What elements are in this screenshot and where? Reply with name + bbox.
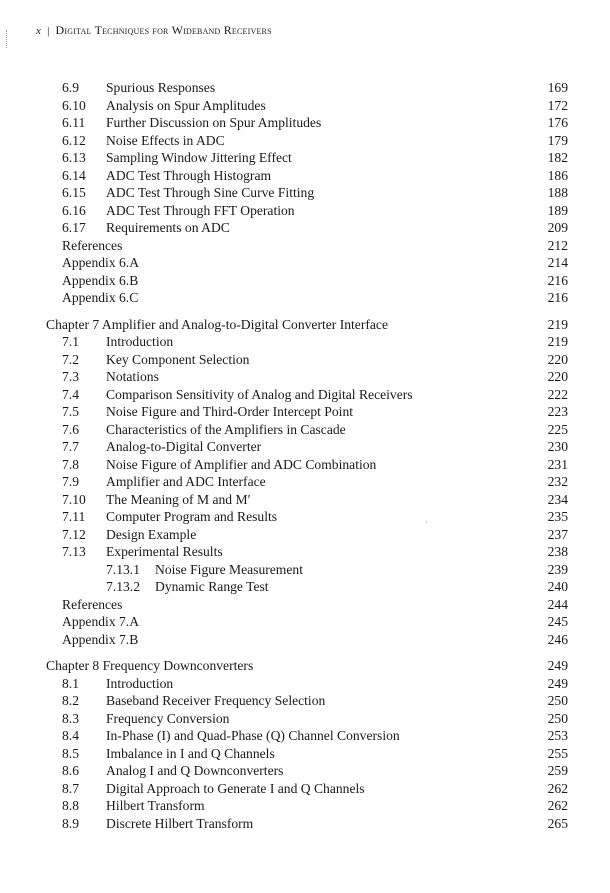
toc-page-number: 182 bbox=[547, 150, 568, 165]
toc-entry-title: Comparison Sensitivity of Analog and Digital Receivers bbox=[106, 386, 413, 402]
toc-row bbox=[0, 780, 610, 798]
book-title: Digital Techniques for Wideband Receivers bbox=[55, 23, 272, 37]
table-of-contents bbox=[0, 79, 610, 832]
toc-page-number: 222 bbox=[547, 386, 568, 402]
toc-row bbox=[0, 613, 610, 631]
toc-section-number: 6.10 bbox=[62, 97, 86, 113]
toc-entry-title: Characteristics of the Amplifiers in Cascade bbox=[106, 421, 346, 437]
toc-entry-title: ADC Test Through Histogram bbox=[106, 167, 272, 183]
toc-row bbox=[0, 237, 610, 255]
toc-chapter-row bbox=[0, 316, 610, 334]
toc-entry-title: Experimental Results bbox=[106, 544, 223, 559]
toc-entry-title: Frequency Conversion bbox=[106, 710, 230, 726]
header-separator: | bbox=[47, 25, 50, 37]
toc-row bbox=[0, 202, 610, 220]
toc-page-number: 262 bbox=[547, 780, 568, 796]
toc-section-number: 8.1 bbox=[62, 675, 79, 691]
toc-row bbox=[0, 491, 610, 509]
toc-entry-title: The Meaning of M and M′ bbox=[106, 491, 251, 507]
toc-page-number: 238 bbox=[547, 544, 568, 559]
toc-row bbox=[0, 797, 610, 815]
toc-section-number: 6.9 bbox=[62, 80, 79, 95]
toc-page-number: 230 bbox=[547, 439, 568, 454]
toc-page-number: 188 bbox=[547, 185, 568, 200]
toc-entry-title: Imbalance in I and Q Channels bbox=[106, 745, 275, 761]
toc-row bbox=[0, 543, 610, 561]
toc-page-number: 214 bbox=[547, 255, 568, 270]
toc-entry-title: In-Phase (I) and Quad-Phase (Q) Channel Conversion bbox=[106, 728, 400, 743]
toc-section-number: 7.1 bbox=[62, 334, 79, 349]
toc-section-number: 6.14 bbox=[62, 167, 86, 183]
toc-entry-title: Noise Effects in ADC bbox=[106, 132, 225, 148]
toc-page-number: 219 bbox=[547, 334, 568, 349]
toc-section-number: 7.11 bbox=[62, 509, 86, 524]
toc-section-number: 8.5 bbox=[62, 745, 79, 761]
toc-entry-title: Appendix 6.C bbox=[62, 290, 139, 305]
toc-entry-title: Key Component Selection bbox=[106, 351, 250, 367]
scan-speck: · bbox=[425, 518, 428, 527]
toc-entry-title: ADC Test Through FFT Operation bbox=[106, 202, 295, 218]
toc-section-number: 6.12 bbox=[62, 132, 86, 148]
toc-entry-title: Appendix 7.B bbox=[62, 631, 139, 647]
toc-row bbox=[0, 368, 610, 386]
toc-entry-title: Introduction bbox=[106, 334, 174, 349]
toc-page-number: 212 bbox=[547, 237, 568, 253]
toc-section-number: 7.7 bbox=[62, 439, 79, 454]
toc-row bbox=[0, 710, 610, 728]
toc-row bbox=[0, 745, 610, 763]
toc-row bbox=[0, 596, 610, 614]
toc-section-number: 8.7 bbox=[62, 780, 79, 796]
toc-entry-title: Requirements on ADC bbox=[106, 220, 230, 235]
toc-row bbox=[0, 675, 610, 693]
toc-row bbox=[0, 438, 610, 456]
toc-row bbox=[0, 114, 610, 132]
toc-row bbox=[0, 473, 610, 491]
toc-page-number: 223 bbox=[547, 404, 568, 419]
toc-section-number: 7.13 bbox=[62, 544, 86, 559]
toc-chapter-title: Chapter 7 Amplifier and Analog-to-Digital Converter Interface bbox=[46, 316, 388, 332]
toc-row bbox=[0, 526, 610, 544]
toc-page-number: 186 bbox=[547, 167, 568, 183]
toc-page-number: 265 bbox=[547, 815, 568, 831]
toc-page-number: 189 bbox=[547, 202, 568, 218]
toc-row bbox=[0, 762, 610, 780]
toc-page-number: 220 bbox=[547, 369, 568, 384]
toc-page-number: 234 bbox=[547, 491, 568, 507]
toc-page-number: 179 bbox=[547, 132, 568, 148]
toc-section-number: 8.8 bbox=[62, 798, 79, 813]
toc-page-number: 172 bbox=[547, 97, 568, 113]
toc-page-number: 259 bbox=[547, 763, 568, 778]
toc-row bbox=[0, 167, 610, 185]
toc-section-number: 7.5 bbox=[62, 404, 79, 419]
toc-entry-title: Appendix 6.B bbox=[62, 272, 139, 288]
toc-row bbox=[0, 79, 610, 97]
toc-row bbox=[0, 561, 610, 579]
toc-page-number: 240 bbox=[547, 579, 568, 594]
toc-page-number: 216 bbox=[547, 272, 568, 288]
toc-section-number: 6.11 bbox=[62, 115, 86, 130]
toc-entry-title: Appendix 6.A bbox=[62, 255, 140, 270]
toc-page-number: 225 bbox=[547, 421, 568, 437]
toc-entry-title: Computer Program and Results bbox=[106, 509, 278, 524]
toc-row bbox=[0, 97, 610, 115]
toc-page-number: 249 bbox=[547, 658, 568, 673]
toc-page-number: 231 bbox=[547, 456, 568, 472]
toc-section-number: 7.10 bbox=[62, 491, 86, 507]
toc-page-number: 209 bbox=[547, 220, 568, 235]
toc-page-number: 235 bbox=[547, 509, 568, 524]
toc-row bbox=[0, 386, 610, 404]
toc-page-number: 220 bbox=[547, 351, 568, 367]
toc-row bbox=[0, 578, 610, 596]
toc-entry-title: Digital Approach to Generate I and Q Channels bbox=[106, 780, 365, 796]
toc-entry-title: Introduction bbox=[106, 675, 174, 691]
page-number: x bbox=[36, 25, 42, 37]
toc-section-number: 6.15 bbox=[62, 185, 86, 200]
toc-section-number: 8.6 bbox=[62, 763, 79, 778]
toc-section-number: 7.3 bbox=[62, 369, 79, 384]
toc-entry-title: Amplifier and ADC Interface bbox=[106, 474, 266, 489]
toc-page-number: 237 bbox=[547, 526, 568, 542]
toc-page-number: 244 bbox=[547, 596, 568, 612]
toc-entry-title: Analysis on Spur Amplitudes bbox=[106, 97, 266, 113]
toc-row bbox=[0, 132, 610, 150]
toc-section-number: 7.8 bbox=[62, 456, 79, 472]
toc-entry-title: ADC Test Through Sine Curve Fitting bbox=[106, 185, 315, 200]
toc-row bbox=[0, 272, 610, 290]
toc-row bbox=[0, 421, 610, 439]
toc-entry-title: Hilbert Transform bbox=[106, 798, 205, 813]
toc-section-number: 6.16 bbox=[62, 202, 86, 218]
toc-page-number: 249 bbox=[547, 675, 568, 691]
toc-page-number: 262 bbox=[547, 798, 568, 813]
toc-section-number: 8.4 bbox=[62, 728, 79, 743]
toc-row bbox=[0, 815, 610, 833]
toc-entry-title: Noise Figure Measurement bbox=[155, 561, 303, 577]
toc-entry-title: Dynamic Range Test bbox=[155, 579, 269, 594]
toc-entry-title: References bbox=[62, 596, 123, 612]
toc-row bbox=[0, 631, 610, 649]
toc-section-number: 7.2 bbox=[62, 351, 79, 367]
toc-entry-title: Spurious Responses bbox=[106, 80, 216, 95]
toc-section-number: 7.13.2 bbox=[106, 579, 140, 594]
toc-row bbox=[0, 254, 610, 272]
toc-page-number: 176 bbox=[547, 115, 568, 130]
toc-page-number: 250 bbox=[547, 693, 568, 708]
toc-page-number: 253 bbox=[547, 728, 568, 743]
toc-entry-title: Noise Figure and Third-Order Intercept Point bbox=[106, 404, 354, 419]
toc-row bbox=[0, 727, 610, 745]
toc-row bbox=[0, 351, 610, 369]
toc-section-number: 7.9 bbox=[62, 474, 79, 489]
toc-entry-title: Sampling Window Jittering Effect bbox=[106, 150, 292, 165]
toc-entry-title: Analog I and Q Downconverters bbox=[106, 763, 284, 778]
toc-entry-title: References bbox=[62, 237, 123, 253]
toc-chapter-row bbox=[0, 657, 610, 675]
toc-page-number: 250 bbox=[547, 710, 568, 726]
toc-page-number: 232 bbox=[547, 474, 568, 489]
toc-entry-title: Baseband Receiver Frequency Selection bbox=[106, 693, 326, 708]
toc-row bbox=[0, 403, 610, 421]
toc-row bbox=[0, 184, 610, 202]
running-header bbox=[36, 23, 272, 38]
toc-page-number: 219 bbox=[547, 316, 568, 332]
toc-section-number: 8.2 bbox=[62, 693, 79, 708]
toc-page-number: 216 bbox=[547, 290, 568, 305]
toc-section-number: 7.6 bbox=[62, 421, 79, 437]
toc-entry-title: Design Example bbox=[106, 526, 197, 542]
toc-row bbox=[0, 149, 610, 167]
page-edge-mark bbox=[6, 30, 8, 48]
toc-entry-title: Notations bbox=[106, 369, 159, 384]
toc-page-number: 245 bbox=[547, 614, 568, 629]
toc-page-number: 239 bbox=[547, 561, 568, 577]
toc-row bbox=[0, 508, 610, 526]
toc-section-number: 7.13.1 bbox=[106, 561, 140, 577]
toc-page-number: 169 bbox=[547, 80, 568, 95]
toc-row bbox=[0, 219, 610, 237]
toc-page-number: 246 bbox=[547, 631, 568, 647]
toc-row bbox=[0, 289, 610, 307]
toc-entry-title: Appendix 7.A bbox=[62, 614, 140, 629]
toc-entry-title: Analog-to-Digital Converter bbox=[106, 439, 262, 454]
toc-section-number: 6.13 bbox=[62, 150, 86, 165]
toc-entry-title: Further Discussion on Spur Amplitudes bbox=[106, 115, 322, 130]
toc-entry-title: Discrete Hilbert Transform bbox=[106, 815, 254, 831]
toc-section-number: 8.3 bbox=[62, 710, 79, 726]
toc-row bbox=[0, 333, 610, 351]
toc-page-number: 255 bbox=[547, 745, 568, 761]
toc-row bbox=[0, 692, 610, 710]
toc-section-number: 6.17 bbox=[62, 220, 86, 235]
toc-section-number: 8.9 bbox=[62, 815, 79, 831]
toc-section-number: 7.4 bbox=[62, 386, 79, 402]
toc-section-number: 7.12 bbox=[62, 526, 86, 542]
toc-entry-title: Noise Figure of Amplifier and ADC Combination bbox=[106, 456, 377, 472]
toc-chapter-title: Chapter 8 Frequency Downconverters bbox=[46, 658, 254, 673]
toc-row bbox=[0, 456, 610, 474]
